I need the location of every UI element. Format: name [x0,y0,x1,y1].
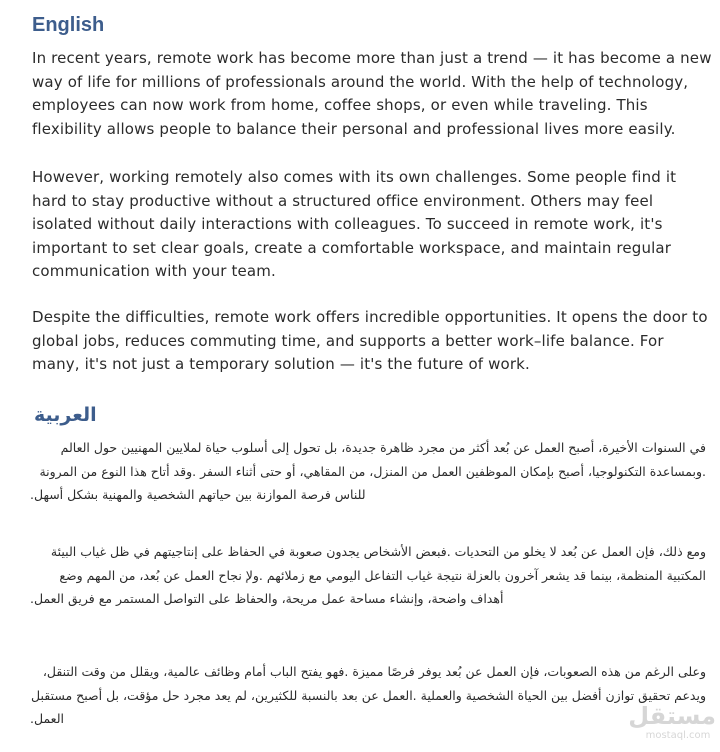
arabic-paragraph-2: ومع ذلك، فإن العمل عن بُعد لا يخلو من التحديات .فبعض الأشخاص يجدون صعوبة في الحفاظ على إنتاجيتهم في ظل غياب البيئة المكتبية المنظمة، بينما قد يشعر آخرون بالعزلة نتيجة غياب التفاعل اليومي مع زملائهم .ولإ نجاح العمل عن بُعد، من المهم وضع أهداف واضحة، وإنشاء مساحة عمل مريحة، والحفاظ على التواصل المستمر مع فريق العمل. [30,544,706,606]
arabic-paragraph-1: في السنوات الأخيرة، أصبح العمل عن بُعد أكثر من مجرد ظاهرة جديدة، بل تحول إلى أسلوب حياة لملايين المهنيين حول العالم .وبمساعدة التكنولوجيا، أصبح بإمكان الموظفين العمل من المنزل، من المقاهي، أو حتى أثناء السفر .وقد أتاح هذا النوع من المرونة للناس فرصة الموازنة بين حياتهم الشخصية والمهنية بشكل أسهل. [30,440,706,502]
watermark-brand: مستقل [628,702,716,730]
english-paragraph-1: In recent years, remote work has become more than just a trend — it has become a new way of life for millions of professionals around the world. With the help of technology, employees can now work from home, coffee shops, or even while traveling. This flexibility allows people to balance their personal and professional lives more easily. [32,49,712,138]
english-paragraph-2: However, working remotely also comes with its own challenges. Some people find it hard to stay productive without a structured office environment. Others may feel isolated without daily interactions with colleagues. To succeed in remote work, it's important to set clear goals, create a comfortable workspace, and maintain regular communication with your team. [32,168,677,280]
arabic-section-heading: العربية [34,404,97,426]
watermark-domain: mostaql.com [645,730,711,741]
arabic-paragraph-3: وعلى الرغم من هذه الصعوبات، فإن العمل عن بُعد يوفر فرصًا مميزة .فهو يفتح الباب أمام وظائف عالمية، ويقلل من وقت التنقل، ويدعم تحقيق توازن أفضل بين الحياة الشخصية والعملية .العمل عن بعد بالنسبة للكثيرين، لم يعد مجرد حل مؤقت، بل أصبح مستقبل العمل. [30,664,706,726]
english-paragraph-3: Despite the difficulties, remote work offers incredible opportunities. It opens the door to global jobs, reduces commuting time, and supports a better work–life balance. For many, it's not just a temporary solution — it's the future of work. [32,308,708,373]
english-section-heading: English [32,14,105,36]
